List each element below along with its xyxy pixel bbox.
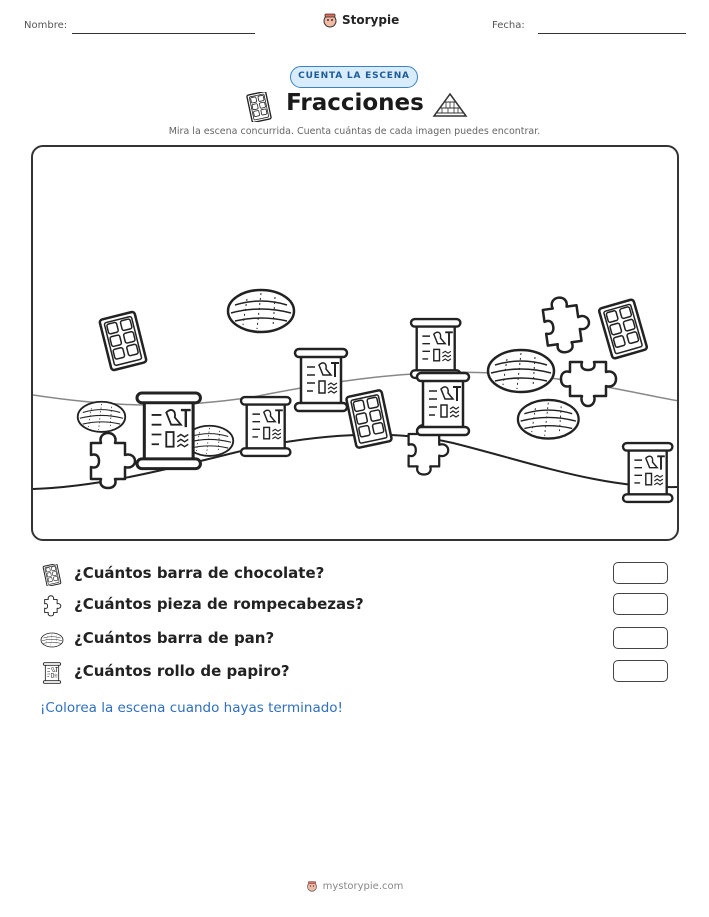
scene-panel[interactable] bbox=[31, 145, 679, 541]
brand-logo bbox=[322, 12, 399, 28]
chocolate-bar-1[interactable] bbox=[99, 311, 147, 370]
storypie-mascot-icon bbox=[306, 880, 318, 892]
question-row-chocolate bbox=[40, 562, 670, 588]
question-row-puzzle bbox=[40, 593, 670, 619]
question-row-bread bbox=[40, 627, 670, 653]
scene-illustration bbox=[33, 147, 679, 541]
coloring-instruction: ¡Colorea la escena cuando hayas terminado! bbox=[40, 700, 343, 716]
answer-box-bread[interactable] bbox=[613, 627, 668, 649]
papyrus-scroll-icon bbox=[40, 662, 64, 684]
puzzle-piece-1[interactable] bbox=[91, 433, 135, 488]
papyrus-scroll-6[interactable] bbox=[623, 443, 672, 502]
papyrus-scroll-1[interactable] bbox=[137, 393, 200, 469]
brand-name: Storypie bbox=[342, 13, 400, 27]
name-label: Nombre: bbox=[24, 20, 68, 31]
title-chocolate-bar-icon bbox=[246, 92, 272, 122]
bread-2[interactable] bbox=[78, 402, 126, 432]
papyrus-scroll-5[interactable] bbox=[417, 373, 469, 435]
chocolate-bar-3[interactable] bbox=[599, 299, 648, 359]
instructions: Mira la escena concurrida. Cuenta cuántas de cada imagen puedes encontrar. bbox=[168, 126, 541, 137]
footer-url[interactable]: mystorypie.com bbox=[322, 880, 404, 892]
date-field-line[interactable] bbox=[538, 33, 686, 34]
footer bbox=[0, 880, 709, 892]
question-row-papyrus bbox=[40, 660, 670, 686]
storypie-mascot-icon bbox=[322, 12, 338, 28]
bread-4[interactable] bbox=[488, 350, 554, 392]
question-text: ¿Cuántos rollo de papiro? bbox=[74, 662, 290, 680]
papyrus-scroll-2[interactable] bbox=[241, 397, 290, 456]
question-text: ¿Cuántos pieza de rompecabezas? bbox=[74, 595, 364, 613]
chocolate-bar-2[interactable] bbox=[346, 390, 392, 448]
activity-badge: CUENTA LA ESCENA bbox=[290, 66, 418, 88]
date-label: Fecha: bbox=[492, 20, 525, 31]
answer-box-papyrus[interactable] bbox=[613, 660, 668, 682]
answer-box-chocolate[interactable] bbox=[613, 562, 668, 584]
question-text: ¿Cuántos barra de pan? bbox=[74, 629, 275, 647]
bread-icon bbox=[40, 629, 64, 651]
name-field-line[interactable] bbox=[72, 33, 255, 34]
papyrus-scroll-3[interactable] bbox=[295, 349, 347, 411]
page-title: Fracciones bbox=[286, 90, 424, 116]
papyrus-scroll-4[interactable] bbox=[411, 319, 460, 378]
question-text: ¿Cuántos barra de chocolate? bbox=[74, 564, 325, 582]
puzzle-piece-2[interactable] bbox=[541, 294, 592, 355]
answer-box-puzzle[interactable] bbox=[613, 593, 668, 615]
bread-1[interactable] bbox=[228, 290, 294, 332]
bread-5[interactable] bbox=[518, 400, 579, 439]
title-pyramid-icon bbox=[432, 92, 468, 120]
chocolate-bar-icon bbox=[40, 564, 64, 586]
puzzle-piece-3[interactable] bbox=[561, 362, 616, 406]
puzzle-piece-icon bbox=[40, 595, 64, 617]
